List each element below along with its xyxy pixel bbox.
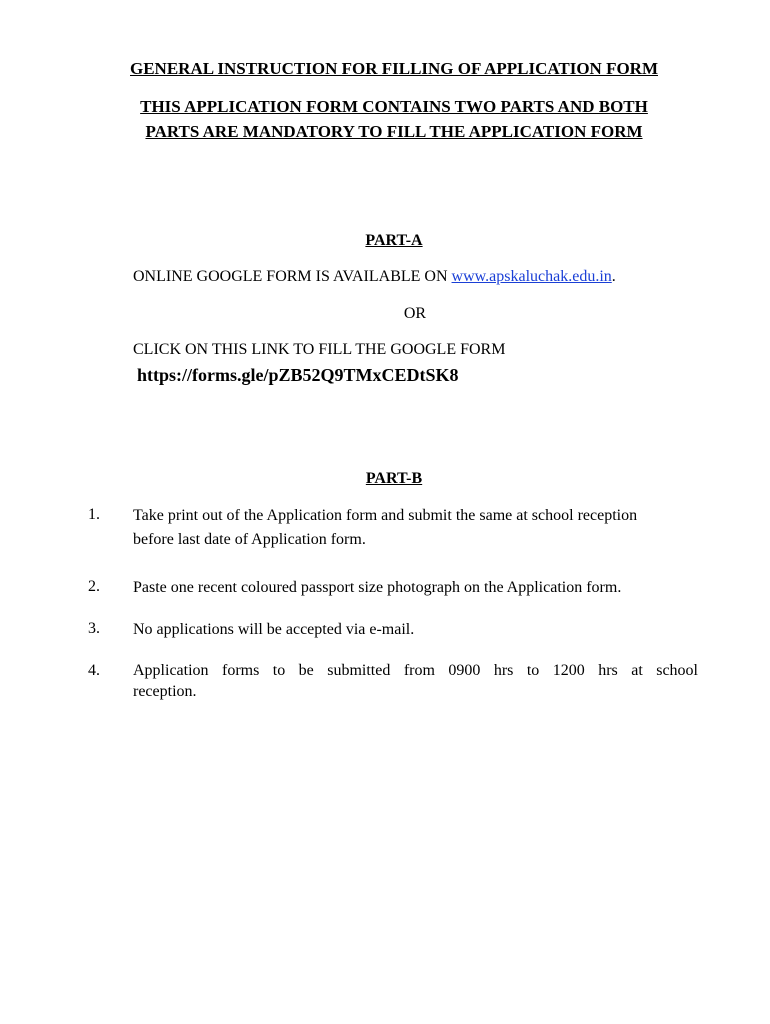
list-item-number: 4. xyxy=(88,662,100,679)
google-form-link[interactable]: https://forms.gle/pZB52Q9TMxCEDtSK8 xyxy=(137,365,459,385)
subtitle-line-2: PARTS ARE MANDATORY TO FILL THE APPLICATION FORM xyxy=(145,122,643,141)
or-separator: OR xyxy=(403,305,427,322)
online-form-suffix: . xyxy=(611,268,616,285)
website-link[interactable]: www.apskaluchak.edu.in xyxy=(451,268,612,285)
click-link-text: CLICK ON THIS LINK TO FILL THE GOOGLE FORM xyxy=(133,341,506,358)
list-item xyxy=(133,504,698,552)
list-item-line: Application forms to be submitted from 0900 hrs to 1200 hrs at school xyxy=(133,662,698,679)
list-item-line: Paste one recent coloured passport size photograph on the Application form. xyxy=(133,579,622,596)
list-item xyxy=(133,660,698,702)
list-item-number: 3. xyxy=(88,620,100,637)
list-item-line: before last date of Application form. xyxy=(133,531,366,548)
subtitle-line-1: THIS APPLICATION FORM CONTAINS TWO PARTS AND BOTH xyxy=(140,97,648,116)
part-b-title: PART-B xyxy=(365,470,423,487)
list-item-line: No applications will be accepted via e-mail. xyxy=(133,621,415,638)
list-item-line: Take print out of the Application form and submit the same at school reception xyxy=(133,507,638,524)
list-item-number: 1. xyxy=(88,506,100,523)
list-item xyxy=(133,576,698,600)
page-title: GENERAL INSTRUCTION FOR FILLING OF APPLICATION FORM xyxy=(130,59,658,78)
list-item-number: 2. xyxy=(88,578,100,595)
list-item-line: reception. xyxy=(133,683,197,700)
list-item xyxy=(133,618,698,642)
online-form-text: ONLINE GOOGLE FORM IS AVAILABLE ON xyxy=(133,268,452,285)
part-a-title: PART-A xyxy=(365,232,423,249)
online-form-line xyxy=(133,268,616,286)
